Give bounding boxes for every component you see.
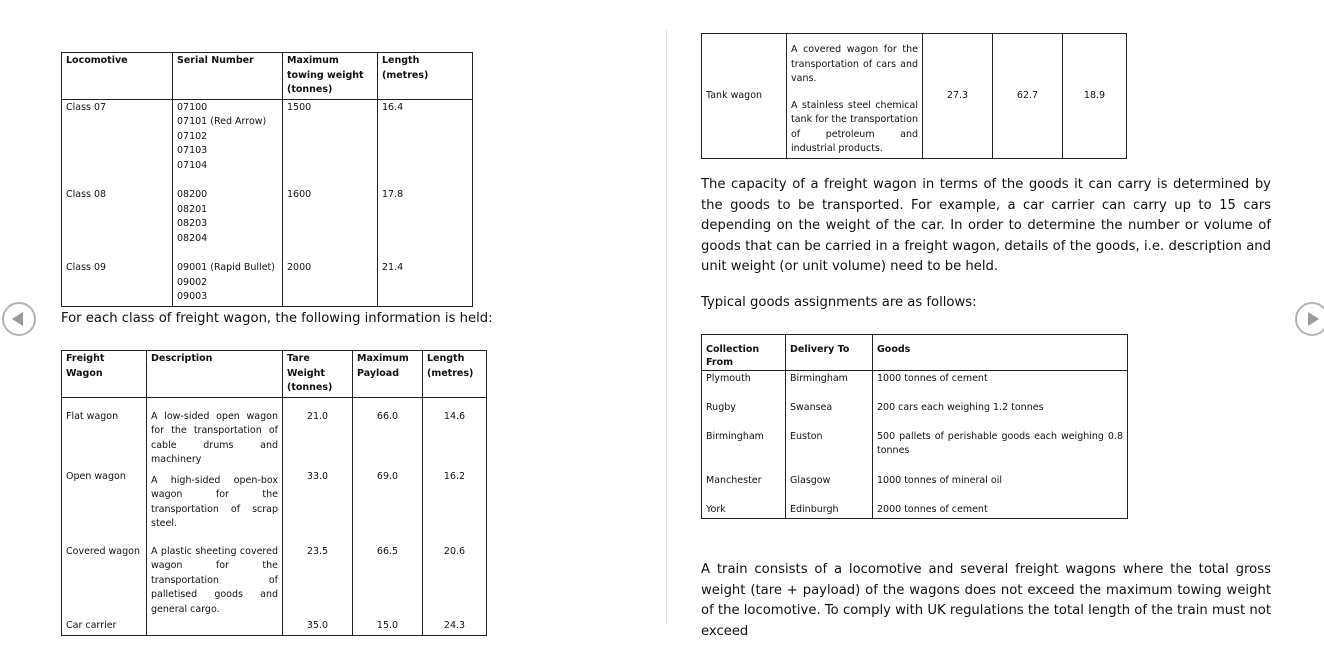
tare-weight-cell: 27.3 [923,34,993,159]
freight-wagon-table-continued [701,33,1127,159]
column-header: Length (metres) [423,351,487,398]
table-row [702,400,1128,429]
serial-number: 08203 [177,218,208,229]
table-row [62,469,487,544]
previous-page-button[interactable] [2,302,36,336]
capacity-paragraph: The capacity of a freight wagon in terms of the goods it can carry is determined by the goods to be transported. For example, a car carrier can carry up to 15 cars depending on the weight of the car. In order to determine the number or volume of goods that can be carried in a freight wagon, details of the goods, i.e. description and unit weight (or unit volume) need to be held. [701,177,1271,274]
delivery-to-cell: Euston [786,429,873,473]
collection-from-cell: Plymouth [702,371,786,400]
table-row [702,473,1128,502]
table-row [62,99,473,187]
serial-number: 07103 [177,145,208,156]
delivery-to-cell: Glasgow [786,473,873,502]
next-page-button[interactable] [1295,302,1324,336]
table-row [62,397,487,469]
max-payload-cell: 66.0 [353,397,423,469]
length-cell: 20.6 [423,544,487,619]
tare-weight-cell: 35.0 [283,618,353,635]
column-header: Delivery To [786,335,873,371]
serial-number-cell [173,99,283,187]
table-row [702,34,1127,159]
column-header: Maximum towing weight (tonnes) [283,53,378,100]
description-text: A stainless steel chemical tank for the transportation of petroleum and industrial products. [791,99,918,154]
serial-number: 09003 [177,291,208,302]
table-row [62,187,473,260]
locomotive-cell: Class 08 [62,187,173,260]
serial-number: 07101 (Red Arrow) [177,116,267,127]
table-row [702,502,1128,519]
serial-number-cell [173,187,283,260]
serial-number: 09001 (Rapid Bullet) [177,262,275,273]
freight-wagon-table [61,350,487,636]
serial-number: 09002 [177,276,208,288]
description-cell [787,34,923,159]
serial-number: 08200 [177,189,208,200]
column-header: Goods [873,335,1128,371]
table-header-row [702,335,1128,371]
goods-intro-text: Typical goods assignments are as follows: [701,295,977,310]
goods-cell: 1000 tonnes of mineral oil [873,473,1128,502]
wagon-cell: Flat wagon [62,397,147,469]
delivery-to-cell: Swansea [786,400,873,429]
page-divider [666,30,667,624]
table-header-row [62,53,473,100]
table-header-row [62,351,487,398]
description-cell: A high-sided open-box wagon for the transportation of scrap steel. [147,469,283,544]
column-header: Length (metres) [378,53,473,100]
chevron-left-icon [12,312,23,326]
serial-number-cell [173,260,283,306]
table-row [702,371,1128,400]
tare-weight-cell: 21.0 [283,397,353,469]
max-payload-cell: 66.5 [353,544,423,619]
delivery-to-cell: Edinburgh [786,502,873,519]
length-cell: 14.6 [423,397,487,469]
serial-number: 08204 [177,232,208,244]
length-cell: 24.3 [423,618,487,635]
max-payload-cell: 62.7 [993,34,1063,159]
train-paragraph: A train consists of a locomotive and several freight wagons where the total gross weight (tare + payload) of the wagons does not exceed the maximum towing weight of the locomotive. To comply with UK regulations the total length of the train must not exceed [701,562,1271,639]
description-text: A covered wagon for the transportation of cars and vans. [791,44,918,84]
delivery-to-cell: Birmingham [786,371,873,400]
table-row [62,544,487,619]
length-cell: 21.4 [378,260,473,306]
wagon-cell: Open wagon [62,469,147,544]
collection-from-cell: York [702,502,786,519]
locomotive-table [61,52,473,307]
length-cell: 16.2 [423,469,487,544]
wagon-cell: Tank wagon [702,34,787,159]
length-cell: 18.9 [1063,34,1127,159]
table-row [702,429,1128,473]
max-towing-weight-cell: 1600 [283,187,378,260]
serial-number: 07100 [177,101,208,113]
max-towing-weight-cell: 1500 [283,99,378,187]
serial-number: 08201 [177,203,208,215]
column-header: Description [147,351,283,398]
column-header: Freight Wagon [62,351,147,398]
column-header: Tare Weight (tonnes) [283,351,353,398]
description-cell: A low-sided open wagon for the transportation of cable drums and machinery [147,397,283,469]
wagon-cell: Car carrier [62,618,147,635]
max-payload-cell: 69.0 [353,469,423,544]
column-header: Maximum Payload [353,351,423,398]
locomotive-cell: Class 07 [62,99,173,187]
serial-number: 07104 [177,159,208,171]
goods-assignment-table [701,334,1128,519]
serial-number: 07102 [177,130,208,142]
column-header: Collection From [702,335,786,371]
length-cell: 16.4 [378,99,473,187]
column-header: Serial Number [173,53,283,100]
column-header: Locomotive [62,53,173,100]
length-cell: 17.8 [378,187,473,260]
chevron-right-icon [1308,312,1319,326]
wagon-cell: Covered wagon [62,544,147,619]
collection-from-cell: Manchester [702,473,786,502]
description-cell: A plastic sheeting covered wagon for the transportation of palletised goods and general cargo. [147,544,283,619]
tare-weight-cell: 33.0 [283,469,353,544]
description-cell [147,618,283,635]
locomotive-cell: Class 09 [62,260,173,306]
wagon-intro-text: For each class of freight wagon, the following information is held: [61,311,493,326]
max-towing-weight-cell: 2000 [283,260,378,306]
table-row [62,618,487,635]
goods-cell: 2000 tonnes of cement [873,502,1128,519]
collection-from-cell: Birmingham [702,429,786,473]
table-row [62,260,473,306]
max-payload-cell: 15.0 [353,618,423,635]
goods-cell: 200 cars each weighing 1.2 tonnes [873,400,1128,429]
goods-cell: 1000 tonnes of cement [873,371,1128,400]
collection-from-cell: Rugby [702,400,786,429]
goods-cell: 500 pallets of perishable goods each weighing 0.8 tonnes [873,429,1128,473]
tare-weight-cell: 23.5 [283,544,353,619]
